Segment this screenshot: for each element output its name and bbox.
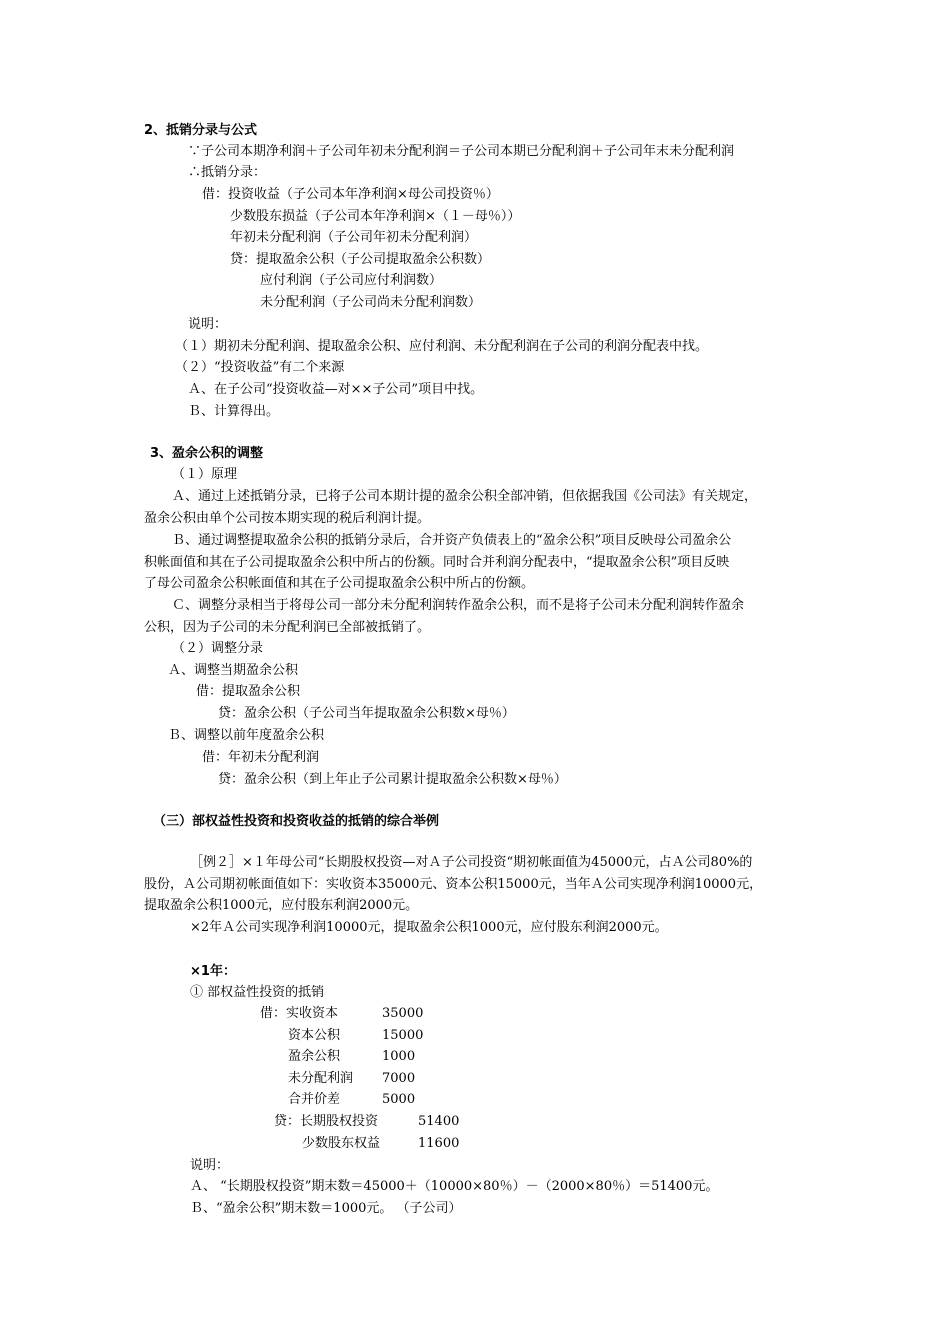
example-line-4: ×2年Ａ公司实现净利润10000元，提取盈余公积1000元，应付股东利润2000元。 [190, 920, 668, 935]
therefore-line: ∴抵销分录： [188, 165, 267, 180]
para-c-line-2: 公积，因为子公司的未分配利润已全部被抵销了。 [144, 620, 431, 635]
example-note-a: Ａ、 “长期股权投资”期末数＝45000＋（10000×80％）－（2000×80％）＝51400元。 [190, 1179, 719, 1194]
credit-amount-1: 51400 [418, 1114, 460, 1129]
credit-amount-2: 11600 [418, 1136, 460, 1151]
debit-amount-1: 35000 [382, 1006, 424, 1021]
section-4-title: （三）部权益性投资和投资收益的抵销的综合举例 [153, 814, 440, 829]
note-2a: Ａ、在子公司“投资收益—对××子公司”项目中找。 [188, 382, 484, 397]
formula-line: ∵子公司本期净利润＋子公司年初未分配利润＝子公司本期已分配利润＋子公司年末未分配利润 [188, 144, 735, 159]
example-line-3: 提取盈余公积1000元，应付股东利润2000元。 [144, 898, 419, 913]
para-b-line-2: 积帐面值和其在子公司提取盈余公积中所占的份额。同时合并利润分配表中，“提取盈余公积”项目反映 [144, 555, 730, 570]
section-2-title: 2、抵销分录与公式 [144, 123, 258, 138]
debit-label-5: 合并价差 [288, 1092, 341, 1107]
note-1: （１）期初未分配利润、提取盈余公积、应付利润、未分配利润在子公司的利润分配表中找。 [175, 339, 709, 354]
entry-credit-2: 应付利润（子公司应付利润数） [260, 273, 443, 288]
adjust-b-debit: 借：年初未分配利润 [202, 750, 320, 765]
debit-amount-5: 5000 [382, 1092, 416, 1107]
adjust-a: Ａ、调整当期盈余公积 [168, 663, 299, 678]
para-a-line-1: Ａ、通过上述抵销分录，已将子公司本期计提的盈余公积全部冲销，但依据我国《公司法》有关规定， [172, 489, 758, 504]
adjust-a-credit: 贷：盈余公积（子公司当年提取盈余公积数×母％） [218, 706, 515, 721]
adjust-b-credit: 贷：盈余公积（到上年止子公司累计提取盈余公积数×母％） [218, 772, 567, 787]
entry-credit-3: 未分配利润（子公司尚未分配利润数） [260, 295, 482, 310]
adjust-label: （２）调整分录 [172, 641, 264, 656]
debit-amount-3: 1000 [382, 1049, 416, 1064]
note-2b: Ｂ、计算得出。 [188, 404, 280, 419]
para-a-line-2: 盈余公积由单个公司按本期实现的税后利润计提。 [144, 511, 431, 526]
entry-debit-1: 借：投资收益（子公司本年净利润×母公司投资％） [202, 187, 499, 202]
debit-label-1: 借：实收资本 [260, 1006, 339, 1021]
example-line-2: 股份，Ａ公司期初帐面值如下：实收资本35000元、资本公积15000元，当年Ａ公司实现净利润10000元， [144, 877, 763, 892]
entry-debit-3: 年初未分配利润（子公司年初未分配利润） [230, 230, 478, 245]
para-c-line-1: Ｃ、调整分录相当于将母公司一部分未分配利润转作盈余公积，而不是将子公司未分配利润转作盈余 [172, 598, 745, 613]
note-label: 说明： [188, 317, 228, 332]
entry-credit-1: 贷：提取盈余公积（子公司提取盈余公积数） [230, 252, 491, 267]
step-1: ① 部权益性投资的抵销 [190, 985, 325, 1000]
adjust-b: Ｂ、调整以前年度盈余公积 [168, 728, 325, 743]
credit-label-1: 贷：长期股权投资 [274, 1114, 379, 1129]
year-label: ×1年： [190, 964, 236, 979]
para-b-line-3: 了母公司盈余公积帐面值和其在子公司提取盈余公积中所占的份额。 [144, 576, 535, 591]
debit-label-2: 资本公积 [288, 1028, 341, 1043]
note-2: （２）“投资收益”有二个来源 [175, 360, 345, 375]
entry-debit-2: 少数股东损益（子公司本年净利润×（１－母％）） [230, 209, 521, 224]
debit-label-4: 未分配利润 [288, 1071, 354, 1086]
principle-label: （１）原理 [172, 467, 238, 482]
credit-label-2: 少数股东权益 [302, 1136, 381, 1151]
example-line-1: ［例２］×１年母公司“长期股权投资—对Ａ子公司投资“期初帐面值为45000元，占Ａ公司80%的 [190, 855, 753, 870]
example-note-label: 说明： [190, 1158, 230, 1173]
debit-amount-4: 7000 [382, 1071, 416, 1086]
debit-amount-2: 15000 [382, 1028, 424, 1043]
example-note-b: Ｂ、“盈余公积”期末数＝1000元。 （子公司） [190, 1201, 462, 1216]
para-b-line-1: Ｂ、通过调整提取盈余公积的抵销分录后，合并资产负债表上的“盈余公积”项目反映母公司盈余公 [172, 533, 732, 548]
section-3-title: 3、盈余公积的调整 [150, 446, 264, 461]
adjust-a-debit: 借：提取盈余公积 [196, 684, 301, 699]
debit-label-3: 盈余公积 [288, 1049, 341, 1064]
